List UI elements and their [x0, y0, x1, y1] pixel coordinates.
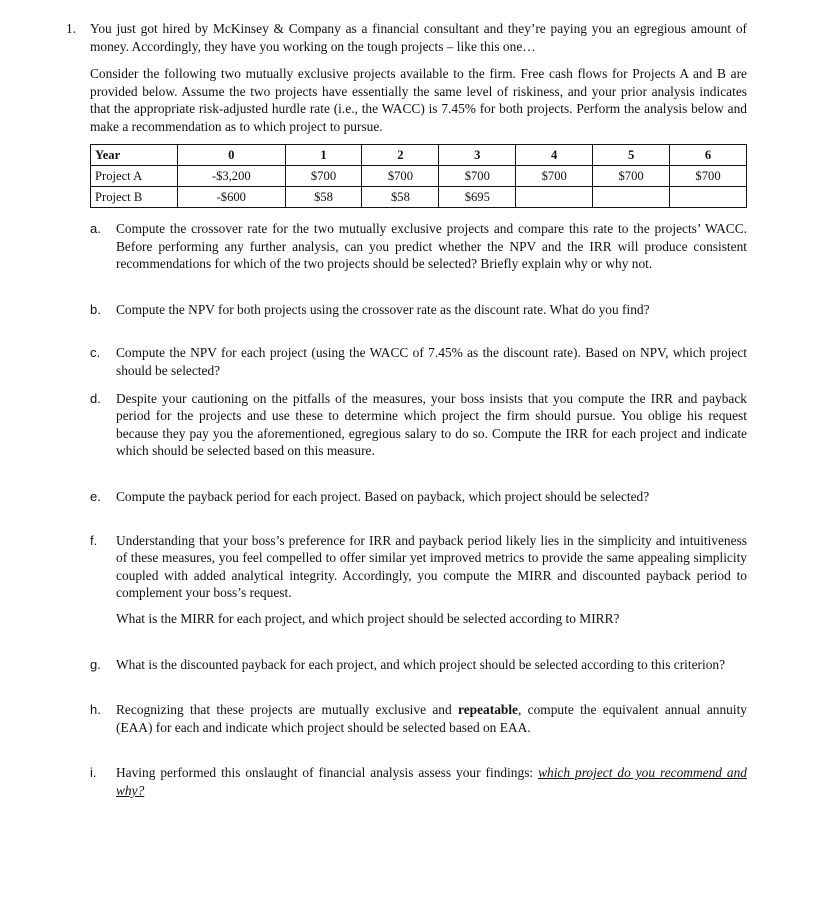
- table-header-cell: 4: [516, 145, 593, 166]
- part-letter: e.: [90, 488, 101, 504]
- part-text: Despite your cautioning on the pitfalls of the measures, your boss insists that you compute the IRR and payback period for the projects and use these to determine which project the firm should pursue. You oblige his request because they pay you the aforementioned, egregious salary to do so. Compute the IRR for each project and indicate which should be selected based on this measure.: [116, 390, 747, 459]
- part-f: [90, 532, 747, 628]
- part-e: [90, 488, 747, 506]
- row-label-project-a: Project A: [91, 166, 178, 187]
- part-text: [116, 764, 747, 799]
- part-text: Compute the payback period for each project. Based on payback, which project should be selected?: [116, 488, 650, 504]
- cash-flow-table: [90, 144, 747, 208]
- part-question: What is the MIRR for each project, and which project should be selected according to MIRR?: [116, 610, 620, 626]
- part-letter: c.: [90, 345, 101, 361]
- table-cell: $58: [362, 187, 439, 208]
- table-header-cell: Year: [91, 145, 178, 166]
- part-text-lead: Having performed this onslaught of financial analysis assess your findings:: [116, 765, 539, 781]
- emphasized-question: which project do you recommend and why?: [116, 765, 747, 798]
- part-letter: g.: [90, 656, 101, 672]
- table-cell: $58: [285, 187, 362, 208]
- part-letter: a.: [90, 221, 101, 236]
- part-letter: i.: [90, 765, 97, 781]
- table-header-cell: 5: [593, 145, 670, 166]
- part-text: Compute the NPV for both projects using the crossover rate as the discount rate. What do you find?: [116, 301, 650, 317]
- row-label-project-b: Project B: [91, 187, 178, 208]
- part-g: [90, 656, 747, 674]
- part-a: [90, 220, 747, 273]
- table-cell: $700: [670, 166, 747, 187]
- table-cell: -$3,200: [178, 166, 286, 187]
- question-intro-block: [90, 20, 747, 146]
- table-cell: $695: [439, 187, 516, 208]
- part-letter: h.: [90, 702, 101, 718]
- table-cell: $700: [516, 166, 593, 187]
- question-parts: [90, 220, 747, 799]
- part-i: [90, 764, 747, 799]
- part-text-after: , compute the equivalent annual annuity (EAA) for each and indicate which project should be selected based on EAA.: [116, 702, 747, 735]
- table-row: [91, 187, 747, 208]
- table-cell: $700: [439, 166, 516, 187]
- question-number: 1.: [66, 21, 77, 36]
- part-letter: f.: [90, 532, 98, 548]
- table-header-row: [91, 145, 747, 166]
- part-text: What is the discounted payback for each project, and which project should be selected according to this criterion?: [116, 656, 726, 672]
- table-cell: -$600: [178, 187, 286, 208]
- table-cell: $700: [362, 166, 439, 187]
- table-cell: [670, 187, 747, 208]
- table-header-cell: 6: [670, 145, 747, 166]
- table-header-cell: 3: [439, 145, 516, 166]
- table-header-cell: 1: [285, 145, 362, 166]
- table-cell: [516, 187, 593, 208]
- part-letter: d.: [90, 390, 101, 406]
- part-c: [90, 344, 747, 379]
- part-d: [90, 390, 747, 460]
- part-text: Compute the NPV for each project (using the WACC of 7.45% as the discount rate). Based on NPV, which project should be selected?: [116, 345, 747, 378]
- part-text-before: Recognizing that these projects are mutually exclusive and: [116, 702, 458, 718]
- part-text: Compute the crossover rate for the two mutually exclusive projects and compare this rate to the projects’ WACC. Before performing any further analysis, can you predict whether the NPV and the IRR will produce consistent recommendations for which of the two projects should be selected? Briefly explain why or why not.: [116, 221, 747, 272]
- bold-keyword: repeatable: [458, 702, 518, 718]
- part-b: [90, 301, 747, 319]
- part-text: [116, 701, 747, 736]
- table-header-cell: 0: [178, 145, 286, 166]
- table-cell: $700: [593, 166, 670, 187]
- part-text: Understanding that your boss’s preference for IRR and payback period likely lies in the simplicity and intuitiveness of these measures, you feel compelled to offer similar yet improved metrics to provide the same appealing simplicity coupled with added analytical integrity. Accordingly, you compute the MIRR and discounted payback period to complement your boss’s request.: [116, 532, 747, 601]
- part-h: [90, 701, 747, 736]
- table-cell: [593, 187, 670, 208]
- table-row: [91, 166, 747, 187]
- intro-paragraph: You just got hired by McKinsey & Company as a financial consultant and they’re paying you an egregious amount of money. Accordingly, they have you working on the tough projects – like this one…: [90, 21, 747, 54]
- part-letter: b.: [90, 301, 101, 317]
- table-cell: $700: [285, 166, 362, 187]
- table-header-cell: 2: [362, 145, 439, 166]
- context-paragraph: Consider the following two mutually exclusive projects available to the firm. Free cash flows for Projects A and B are provided below. Assume the two projects have essentially the same level of riskiness, and your prior analysis indicates that the appropriate risk-adjusted hurdle rate (i.e., the WACC) is 7.45% for both projects. Perform the analysis below and make a recommendation as to which project to pursue.: [90, 66, 747, 134]
